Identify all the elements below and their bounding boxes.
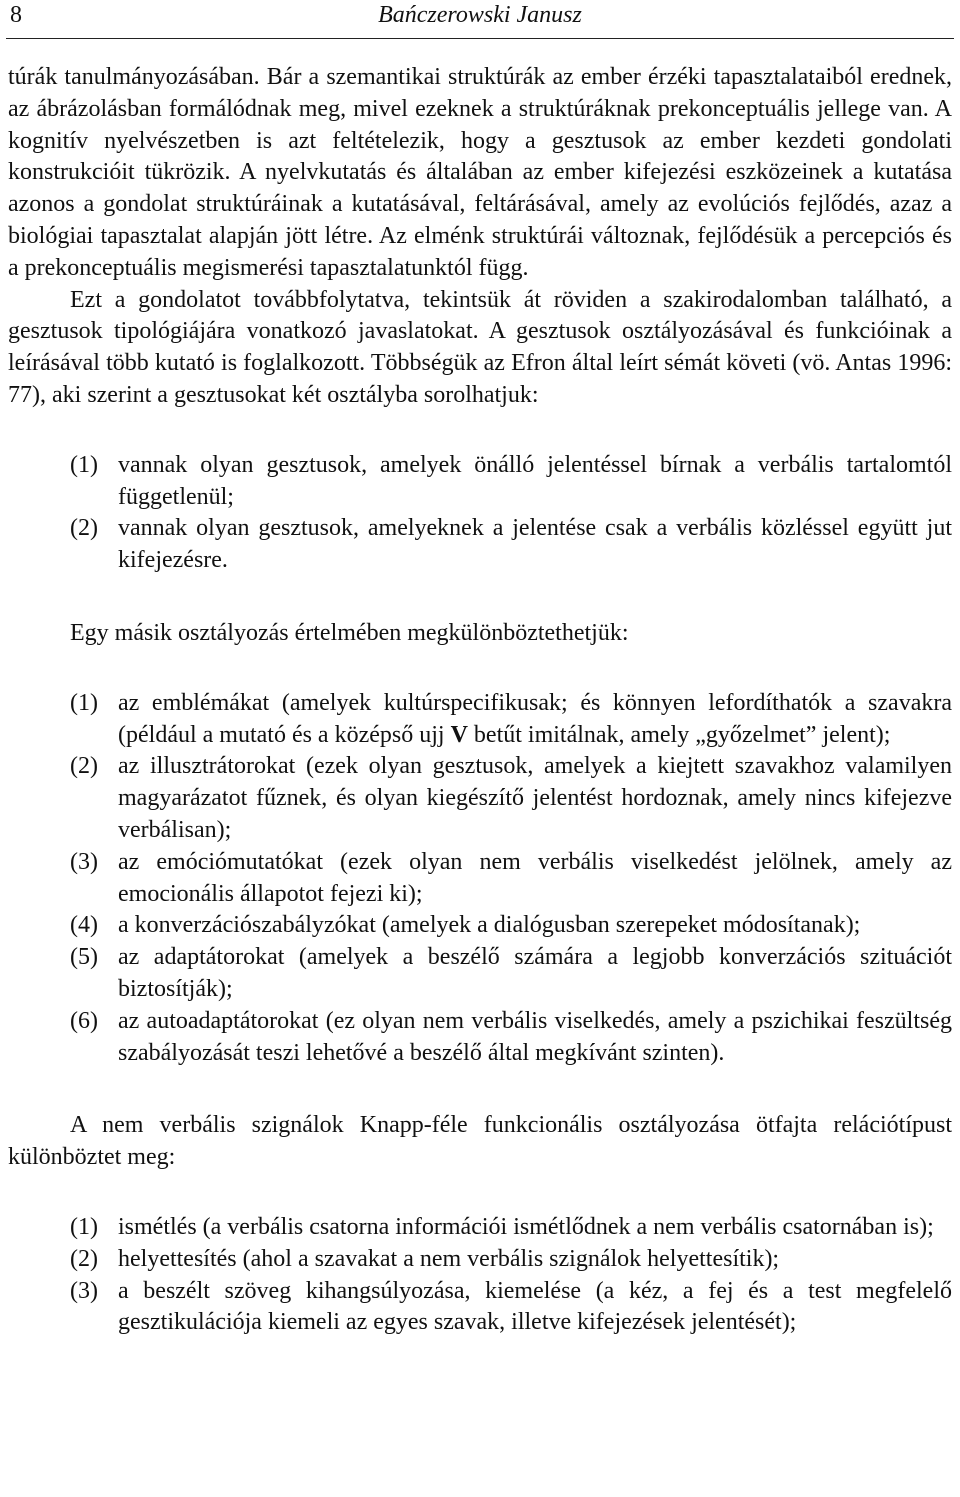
list-item [8, 1006, 952, 1070]
list-item [8, 942, 952, 1006]
list-number: (6) [70, 1007, 98, 1034]
list-item-text: az illusztrátorokat (ezek olyan gesztusok, amelyek a kiejtett szavakhoz valamilyen magyarázatot fűznek, és olyan kiegészítő jelentést hordoznak, amely nincs kifejezve verbálisan); [118, 753, 952, 843]
paragraph-gesture-typology: Ezt a gondolatot továbbfolytatva, tekintsük át röviden a szakirodalomban található, a gesztusok tipológiájára vonatkozó javaslatokat. A gesztusok osztályozásával és funkcióinak a leírásával több kutató is foglalkozott. Többségük az Efron által leírt sémát követi (vö. Antas 1996: 77), aki szerint a gesztusokat két osztályba sorolhatjuk: [8, 286, 952, 408]
list-item [8, 847, 952, 911]
list-item [8, 1212, 952, 1244]
list-item [8, 688, 952, 752]
list-item-text: a konverzációszabályzókat (amelyek a dialógusban szerepeket módosítanak); [118, 912, 861, 939]
page-header [6, 0, 954, 39]
page-number: 8 [10, 2, 22, 28]
efron-classification-list [8, 450, 952, 577]
list-number: (3) [70, 848, 98, 875]
list-number: (1) [70, 1213, 98, 1240]
list-item [8, 910, 952, 942]
paragraph-knapp: A nem verbális szignálok Knapp-féle funkcionális osztályozása ötfajta relációtípust különböztet meg: [8, 1112, 952, 1171]
list-item-text: a beszélt szöveg kihangsúlyozása, kiemelése (a kéz, a fej és a test megfelelő gesztikulációja kiemeli az egyes szavak, illetve kifejezések jelentését); [118, 1277, 952, 1336]
list-item-text: az autoadaptátorokat (ez olyan nem verbális viselkedés, amely a pszichikai feszültség szabályozását teszi lehetővé a beszélő által megkívánt szinten). [118, 1007, 952, 1066]
list-number: (2) [70, 753, 98, 780]
list-item [8, 450, 952, 514]
body-text [8, 62, 952, 1339]
list-item-text: betűt imitálnak, amely „győzelmet” jelent); [467, 721, 891, 748]
list-item [8, 751, 952, 846]
list-number: (1) [70, 689, 98, 716]
knapp-relations-list [8, 1212, 952, 1339]
list-number: (3) [70, 1277, 98, 1304]
list-item [8, 513, 952, 577]
list-item [8, 1244, 952, 1276]
list-item-text: ismétlés (a verbális csatorna információi ismétlődnek a nem verbális csatornában is); [118, 1213, 934, 1240]
list-number: (2) [70, 1245, 98, 1272]
paragraph-continuation: túrák tanulmányozásában. Bár a szemantikai struktúrák az ember érzéki tapasztalataiból erednek, az ábrázolásban formálódnak meg, mivel ezeknek a struktúráknak prekonceptuális jellege van. A kognitív nyelvészetben is azt feltételezik, hogy a gesztusok az ember kezdeti gondolati konstrukcióit tükrözik. A nyelvkutatás és általában az ember kifejezési eszközeinek a kutatása azonos a gondolat struktúráinak a kutatásával, feltárásával, amely az evolúciós fejlődés, azaz a biológiai tapasztalat alapján jött létre. Az elménk struktúrái változnak, fejlődésük a percepciós és a prekonceptuális megismerési tapasztalatunktól függ. [8, 64, 952, 281]
list-item-text: az adaptátorokat (amelyek a beszélő számára a legjobb konverzációs szituációt biztosítják); [118, 944, 952, 1002]
running-title: Bańczerowski Janusz [378, 2, 582, 28]
list-item-text: vannak olyan gesztusok, amelyeknek a jelentése csak a verbális közléssel együtt jut kifejezésre. [118, 515, 952, 574]
paragraph-other-classification: Egy másik osztályozás értelmében megkülönböztethetjük: [70, 619, 629, 646]
list-number: (4) [70, 912, 98, 939]
list-number: (1) [70, 451, 98, 478]
list-item-text: az emóciómutatókat (ezek olyan nem verbális viselkedést jelölnek, amely az emocionális állapotot fejezi ki); [118, 848, 952, 907]
list-item-text: vannak olyan gesztusok, amelyek önálló jelentéssel bírnak a verbális tartalomtól függetlenül; [118, 451, 952, 510]
gesture-types-list [8, 688, 952, 1070]
list-item-text: az emblémákat (amelyek kultúrspecifikusak; és könnyen lefordíthatók a szavakra (például a mutató és a középső ujj [118, 689, 952, 748]
bold-letter-v: V [450, 721, 468, 748]
list-number: (5) [70, 944, 98, 971]
list-item [8, 1276, 952, 1340]
list-number: (2) [70, 515, 98, 542]
list-item-text: helyettesítés (ahol a szavakat a nem verbális szignálok helyettesítik); [118, 1245, 780, 1272]
